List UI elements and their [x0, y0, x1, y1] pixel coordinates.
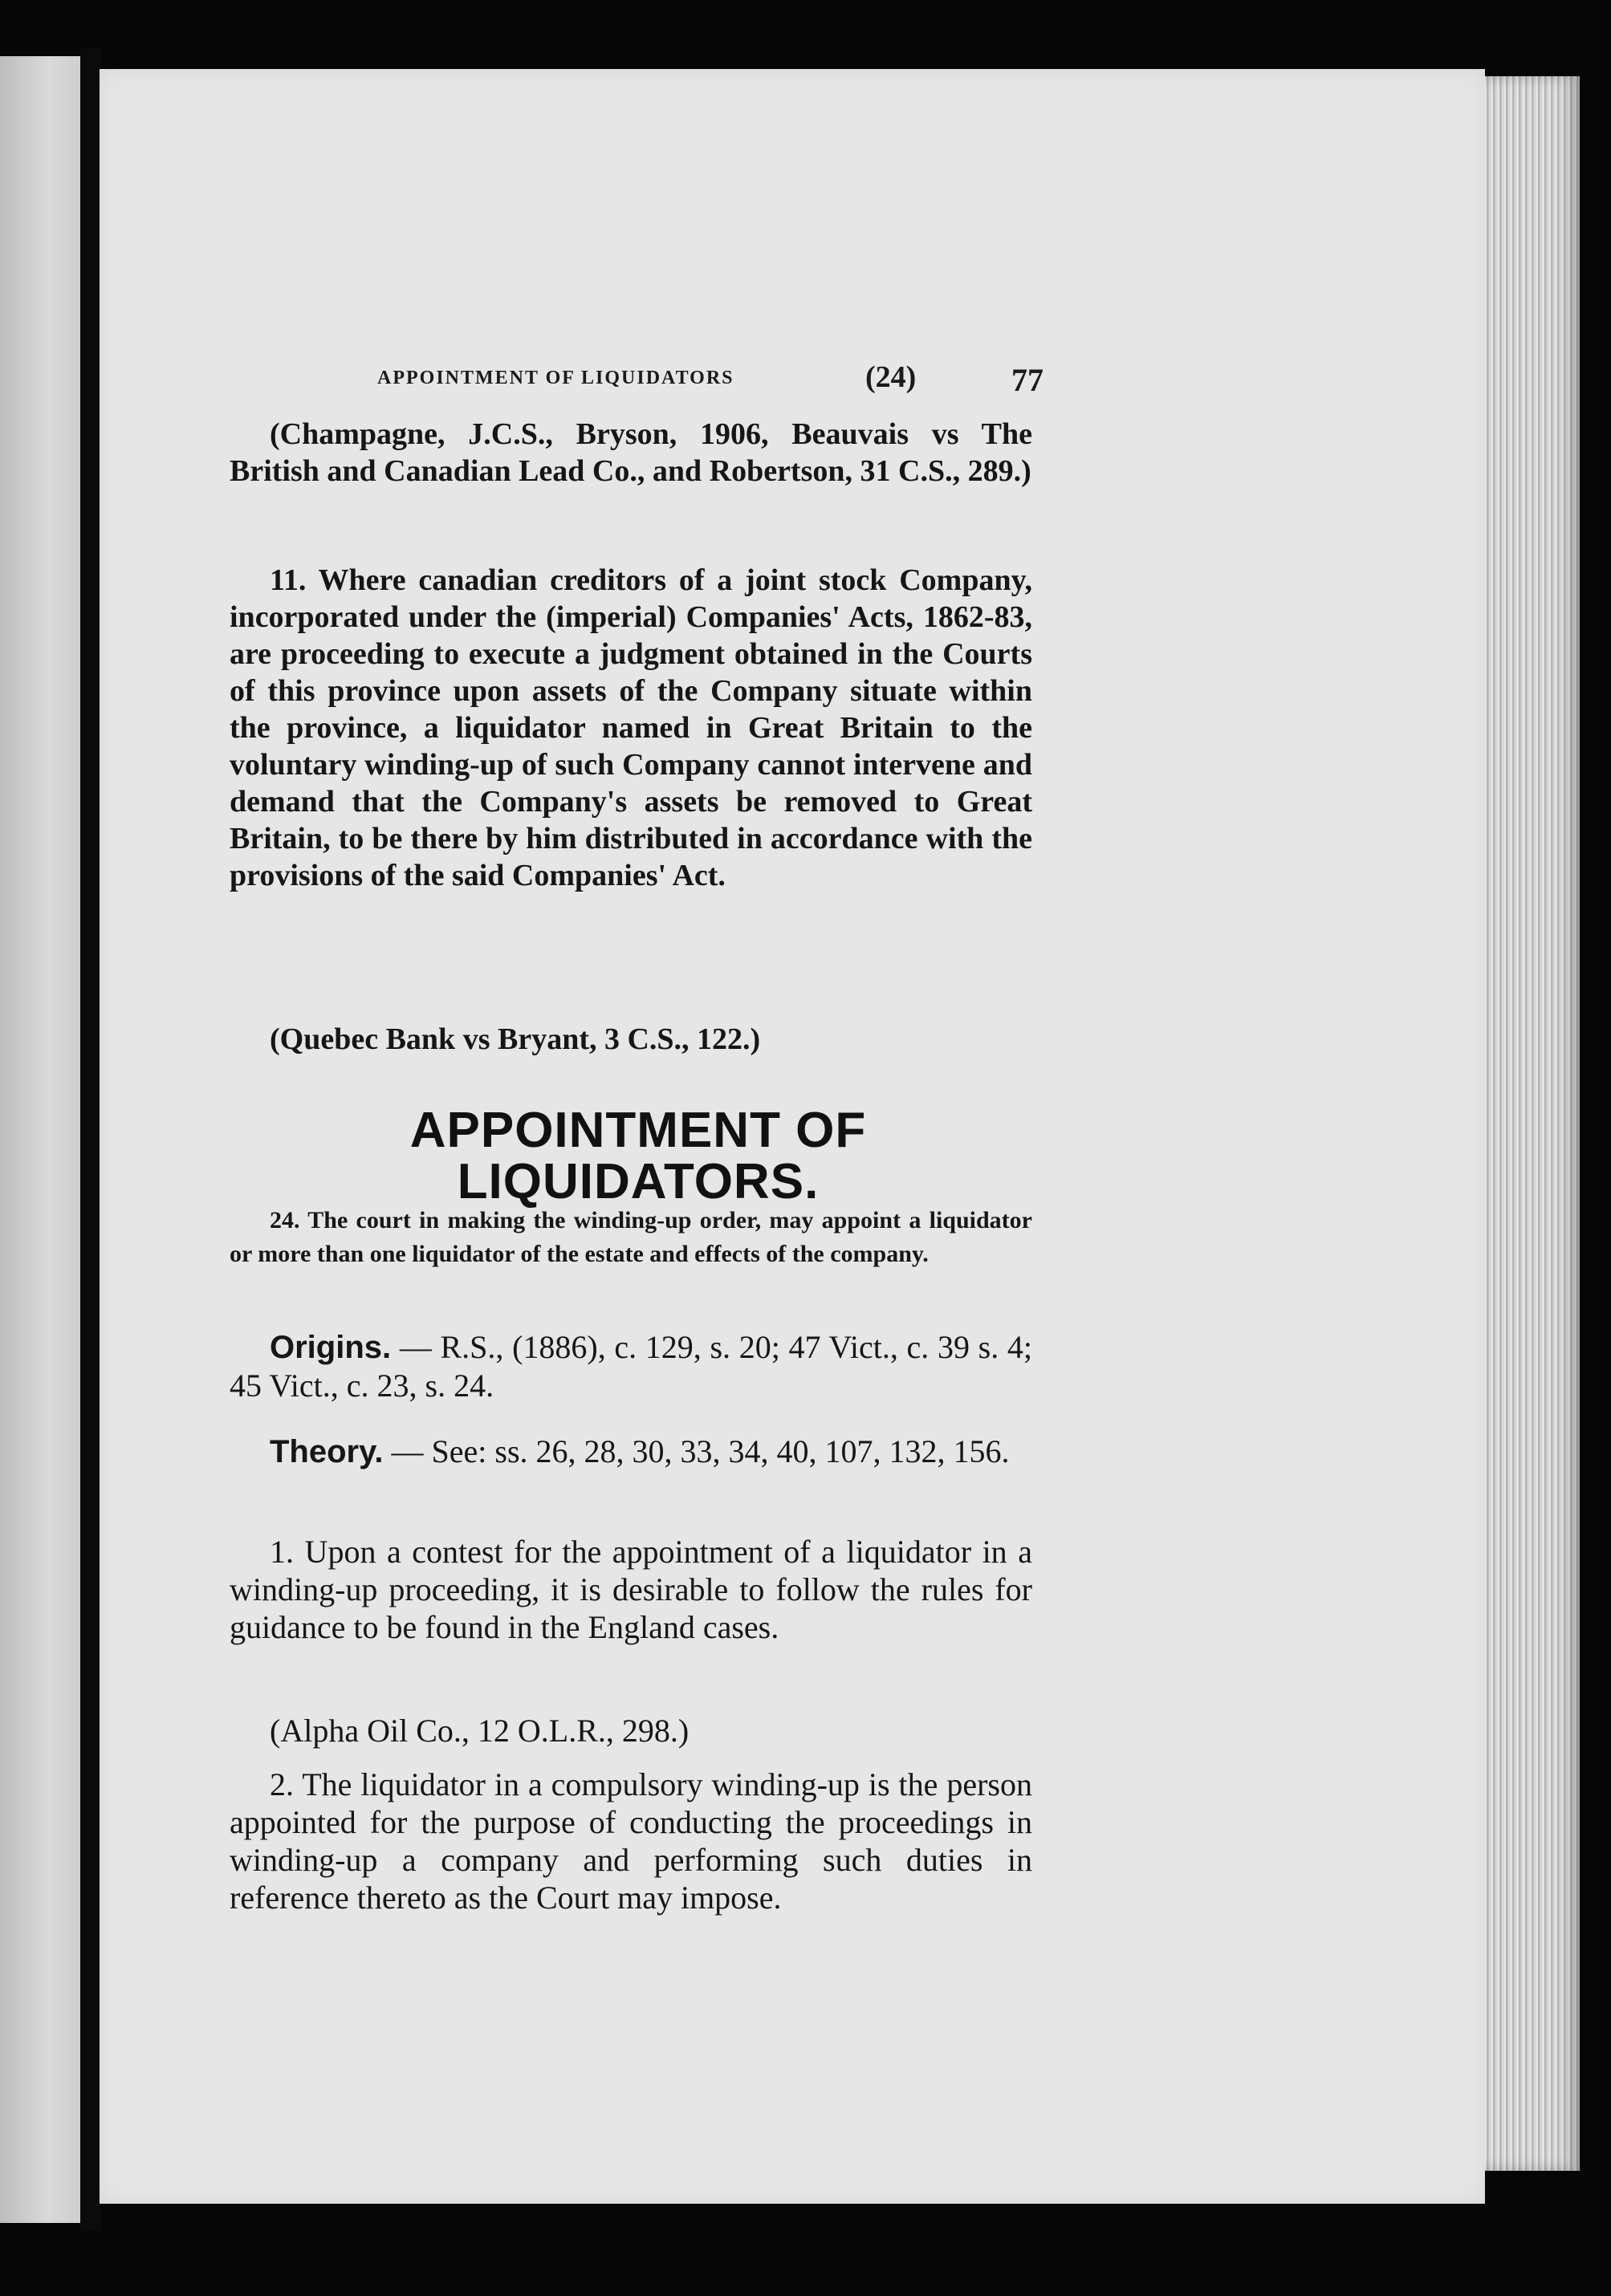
theory-paragraph	[230, 1432, 1032, 1471]
page-number: 77	[1011, 362, 1043, 398]
section-heading: APPOINTMENT OF LIQUIDATORS.	[409, 1103, 867, 1209]
note-1-citation: (Alpha Oil Co., 12 O.L.R., 298.)	[270, 1713, 690, 1749]
header-section-number: (24)	[865, 360, 917, 394]
theory-label: Theory.	[270, 1434, 384, 1469]
note-1: 1. Upon a contest for the appointment of a liquidator in a winding-up proceeding, it is desirable to follow the rules for guidance to be found in the England cases.	[230, 1534, 1032, 1645]
book-gutter	[80, 48, 101, 2231]
theory-text: — See: ss. 26, 28, 30, 33, 34, 40, 107, 132, 156.	[391, 1433, 1010, 1469]
running-title: APPOINTMENT OF LIQUIDATORS	[377, 368, 734, 388]
case-note-11: 11. Where canadian creditors of a joint stock Company, incorporated under the (imperial) Companies' Acts, 1862-83, are proceeding to execute a judgment obtained in the Courts of this province upon assets of the Company situate within the province, a liquidator named in Great Britain to the voluntary winding-up of such Company cannot intervene and demand that the Company's assets be removed to Great Britain, to be there by him distributed in accordance with the provisions of the said Companies' Act.	[230, 563, 1032, 892]
origins-label: Origins.	[270, 1330, 392, 1365]
note-2: 2. The liquidator in a compulsory winding-up is the person appointed for the purpose of conducting the proceedings in winding-up a company and performing such duties in reference thereto as the Court may impose.	[230, 1766, 1032, 1916]
section-24-text: 24. The court in making the winding-up order, may appoint a liquidator or more than one liquidator of the estate and effects of the company.	[230, 1207, 1032, 1267]
citation-quebec-bank: (Quebec Bank vs Bryant, 3 C.S., 122.)	[270, 1022, 761, 1056]
citation-paragraph: (Champagne, J.C.S., Bryson, 1906, Beauvais vs The British and Canadian Lead Co., and Robertson, 31 C.S., 289.)	[230, 417, 1032, 488]
running-header	[377, 360, 1043, 400]
origins-paragraph	[230, 1328, 1032, 1404]
origins-text: — R.S., (1886), c. 129, s. 20; 47 Vict., c. 39 s. 4; 45 Vict., c. 23, s. 24.	[230, 1329, 1032, 1404]
adjacent-page-edge	[0, 56, 80, 2223]
